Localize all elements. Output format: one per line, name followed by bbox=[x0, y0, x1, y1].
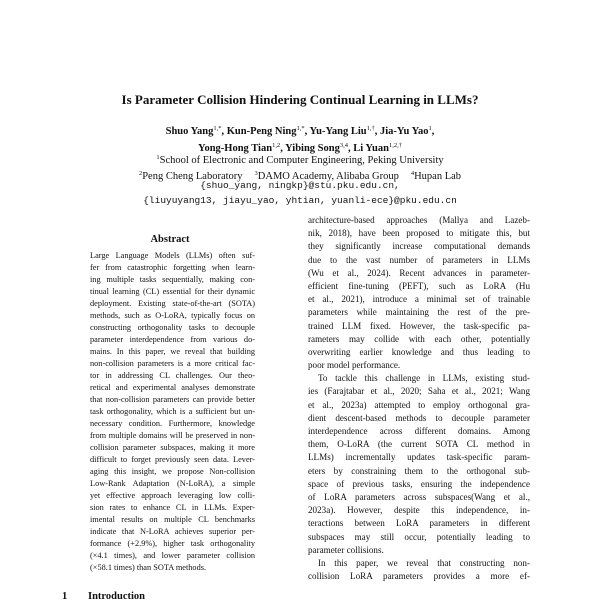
affiliation-mark: 4 bbox=[410, 170, 415, 178]
author-affiliation-mark: 1,* bbox=[296, 125, 305, 132]
abstract-line: Low-Rank Adaptation (N-LoRA), a simple bbox=[90, 479, 255, 488]
affiliation-mark: 2 bbox=[138, 170, 143, 178]
section-number: 1 bbox=[62, 591, 68, 602]
body-text-line: parameter collisions. bbox=[308, 544, 384, 555]
section-title: Introduction bbox=[88, 591, 145, 602]
abstract-line: yet effective approach leveraging low colli- bbox=[90, 491, 255, 500]
body-text-line: (Wu et al., 2024). Recent advances in parameter- bbox=[308, 267, 530, 278]
affiliation-mark: 3 bbox=[254, 170, 258, 178]
author-separator: , bbox=[221, 126, 227, 137]
abstract-line: mains. In this paper, we reveal that building bbox=[90, 347, 255, 356]
author-separator: , bbox=[374, 126, 380, 137]
author-separator: , bbox=[280, 143, 286, 154]
author-affiliation-mark: 1,2 bbox=[272, 142, 281, 149]
author-name: Yibing Song bbox=[285, 143, 340, 154]
author-name: Shuo Yang bbox=[165, 126, 214, 137]
author-name: Li Yuan bbox=[353, 143, 389, 154]
abstract-line: aging this insight, we propose Non-collision bbox=[90, 467, 255, 476]
body-text-line: rameters may collide with each other, potentially bbox=[308, 333, 530, 344]
body-text-line: To tackle this challenge in LLMs, existing stud- bbox=[318, 373, 530, 384]
abstract-heading: Abstract bbox=[150, 234, 190, 245]
author-affiliation-mark: 1,2,† bbox=[388, 142, 402, 149]
author-name: Yong-Hong Tian bbox=[198, 143, 273, 154]
author-line bbox=[0, 122, 600, 139]
abstract-line: that non-collision parameters can provide better bbox=[90, 395, 255, 404]
body-text-line: poor model performance. bbox=[308, 360, 401, 371]
affiliation-name: Peng Cheng Laboratory bbox=[142, 171, 243, 183]
affiliation-name: School of Electronic and Computer Engineering, Peking University bbox=[159, 155, 444, 166]
author-name: Kun-Peng Ning bbox=[226, 126, 297, 137]
abstract-line: methods, such as O-LoRA, typically focus on bbox=[90, 311, 255, 320]
body-text-line: of LoRA parameters across subspaces(Wang et al., bbox=[308, 491, 530, 502]
abstract-line: indicate that N-LoRA achieves superior per- bbox=[90, 527, 255, 536]
body-text-line: they significantly increase computational demands bbox=[308, 241, 530, 252]
body-text-line: et al., 2021), introduce a minimal set of trainable bbox=[308, 294, 530, 305]
body-text-line: parameters while maintaining the rest of the pre- bbox=[308, 307, 530, 318]
abstract-line: collision parameter subspaces, making it more bbox=[90, 443, 255, 452]
author-affiliation-mark: 3,4 bbox=[339, 142, 348, 149]
email-list bbox=[0, 178, 600, 208]
body-text-line: In this paper, we reveal that constructing non- bbox=[318, 557, 530, 568]
abstract-line: parameter interdependence from various do- bbox=[90, 335, 255, 344]
abstract-line: Large Language Models (LLMs) often suf- bbox=[90, 251, 255, 260]
abstract-line: deployment. Existing state-of-the-art (SOTA) bbox=[90, 299, 255, 308]
body-text-line: ies (Farajtabar et al., 2020; Saha et al., 2021; Wang bbox=[308, 386, 530, 397]
abstract-line: imental results on multiple CL benchmarks bbox=[90, 515, 255, 524]
abstract-line: difficult to forget previously seen data. Lever- bbox=[90, 455, 255, 464]
abstract-line: task orthogonality, which is a sufficient but un- bbox=[90, 407, 255, 416]
author-affiliation-mark: 1,* bbox=[213, 125, 222, 132]
section-heading-introduction bbox=[62, 591, 145, 602]
abstract-body bbox=[90, 250, 255, 574]
email-line: {liuyuyang13, jiayu_yao, yhtian, yuanli-ece}@pku.edu.cn bbox=[143, 195, 457, 206]
body-text-line: subspaces may still occur, potentially leading to bbox=[308, 531, 530, 542]
abstract-line: constructing orthogonality tasks to decouple bbox=[90, 323, 255, 332]
body-text-line: 2023a). However, despite this independence, in- bbox=[308, 505, 530, 516]
abstract-line: (×4.1 times), and lower parameter collision bbox=[90, 551, 255, 560]
abstract-line: ing multiple tasks sequentially, making con- bbox=[90, 275, 255, 284]
body-text-line: nik, 2018), have been proposed to mitigate this, but bbox=[308, 228, 530, 239]
body-text-line: them, O-LoRA (the current SOTA CL method in bbox=[308, 439, 530, 450]
paper-title: Is Parameter Collision Hindering Continual Learning in LLMs? bbox=[121, 92, 479, 107]
email-line: {shuo_yang, ningkp}@stu.pku.edu.cn, bbox=[200, 180, 400, 191]
abstract-line: tor in addressing CL challenges. Our theo- bbox=[90, 371, 255, 380]
abstract-line: from multiple domains will be preserved in non- bbox=[90, 431, 255, 440]
body-text-line: efficient fine-tuning (PEFT), such as LoRA (Hu bbox=[308, 280, 530, 291]
author-name: Jia-Yu Yao bbox=[379, 126, 429, 137]
right-column-body bbox=[308, 214, 530, 583]
abstract-line: necessary condition. Furthermore, knowledge bbox=[90, 419, 255, 428]
affiliation-name: DAMO Academy, Alibaba Group bbox=[257, 171, 399, 183]
abstract-line: fer from catastrophic forgetting when learn- bbox=[90, 263, 255, 272]
author-separator: , bbox=[304, 126, 310, 137]
abstract-line: retical and experimental analyses demonstrate bbox=[90, 383, 255, 392]
body-text-line: collision LoRA parameters provides a more ef- bbox=[308, 571, 530, 582]
body-text-line: eters by constraining them to the orthogonal sub- bbox=[308, 465, 530, 476]
body-text-line: architecture-based approaches (Mallya and Lazeb- bbox=[308, 215, 530, 225]
affiliation-line bbox=[0, 151, 600, 167]
abstract-line: tinual learning (CL) essential for their dynamic bbox=[90, 287, 255, 296]
author-affiliation-mark: 1 bbox=[428, 125, 432, 132]
author-name: Yu-Yang Liu bbox=[309, 126, 367, 137]
abstract-line: non-collision parameters is a more critical fac- bbox=[90, 359, 255, 368]
author-separator: , bbox=[347, 143, 354, 154]
abstract-line: (×58.1 times) than SOTA methods. bbox=[90, 563, 207, 572]
body-text-line: dient descent-based methods to decouple parameter bbox=[308, 412, 530, 423]
author-separator: , bbox=[431, 126, 435, 137]
body-text-line: due to the vast number of parameters in LLMs bbox=[308, 254, 530, 265]
body-text-line: trained LLM fixed. However, the task-specific pa- bbox=[308, 320, 530, 331]
affiliation-mark: 1 bbox=[156, 154, 160, 161]
body-text-line: interdependence across different domains. Among bbox=[308, 426, 530, 436]
body-text-line: LLMs) incrementally updates task-specific param- bbox=[308, 452, 530, 463]
abstract-line: sion rates to enhance CL in LLMs. Exper- bbox=[90, 503, 255, 512]
author-affiliation-mark: 1,† bbox=[366, 125, 375, 132]
body-text-line: overwriting earlier knowledge and thus leading to bbox=[308, 346, 530, 357]
body-text-line: et al., 2023a) attempted to employ orthogonal gra- bbox=[308, 399, 530, 410]
affiliation-name: Hupan Lab bbox=[414, 171, 462, 183]
body-text-line: space of previous tasks, ensuring the independence bbox=[308, 478, 530, 489]
abstract-line: formance (+2.9%), higher task orthogonality bbox=[90, 539, 255, 548]
body-text-line: teractions between LoRA parameters in different bbox=[308, 518, 530, 529]
